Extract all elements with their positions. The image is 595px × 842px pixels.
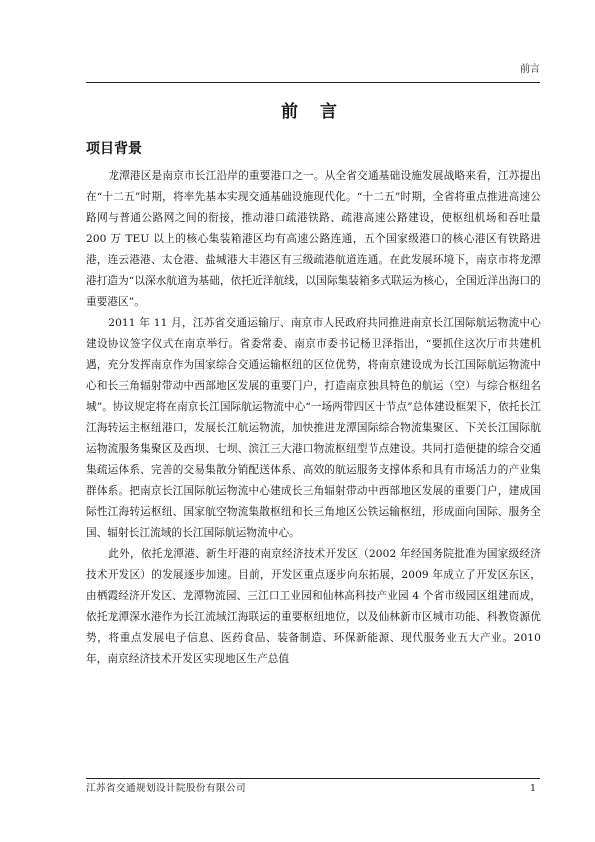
paragraph: 此外，依托龙潭港、新生圩港的南京经济技术开发区（2002 年经国务院批准为国家级经济技术开发区）的发展逐步加速。目前，开发区重点逐步向东拓展，2009 年成立了开发区东区，由栖霞经济开发区、龙潭物流园、三江口工业园和仙林高科技产业园 4 个省市级园区组建而成，依托龙潭深水港作为长江流域江海联运的重要枢纽地位，以及仙林新市区城市功能、科教资源优势，将重点发展电子信息、医药食品、装备制造、环保新能源、现代服务业五大产业。2010 年，南京经济技术开发区实现地区生产总值 (86, 548, 541, 665)
page-number: 1 (529, 783, 536, 794)
paragraph: 2011 年 11 月，江苏省交通运输厅、南京市人民政府共同推进南京长江国际航运物流中心建设协议签字仪式在南京举行。省委常委、南京市委书记杨卫泽指出，“要抓住这次厅市共建机遇，充分发挥南京作为国家综合交通运输枢纽的区位优势，将南京建设成为长江国际航运物流中心和长三角辐射带动中西部地区发展的重要门户，打造南京独具特色的航运（空）与综合枢纽名城”。协议规定将在南京长江国际航运物流中心“一场两带四区十节点”总体建设框架下，依托长江江海转运主枢纽港口，发展长江航运物流，加快推进龙潭国际综合物流集聚区、下关长江国际航运物流服务集聚区及西坝、七坝、滨江三大港口物流枢纽型节点建设。共同打造便捷的综合交通集疏运体系、完善的交易集散分销配送体系、高效的航运服务支撑体系和具有市场活力的产业集群体系。把南京长江国际航运物流中心建成长三角辐射带动中西部地区发展的重要门户，建成国际性江海转运枢纽、国家航空物流集散枢纽和长三角地区公铁运输枢纽，形成面向国际、服务全国、辐射长江流域的长江国际航运物流中心。 (86, 317, 541, 539)
section-heading: 项目背景 (86, 141, 142, 157)
page-footer (86, 778, 540, 794)
paragraph: 龙潭港区是南京市长江沿岸的重要港口之一。从全省交通基础设施发展战略来看，江苏提出在“十二五”时期，将率先基本实现交通基础设施现代化。“十二五”时期，全省将重点推进高速公路网与普通公路网之间的衔接，推动港口疏港铁路、疏港高速公路建设，使枢纽机场和吞吐量 200 万 TEU 以上的核心集装箱港区均有高速公路连通，五个国家级港口的核心港区有铁路进港，连云港港、太仓港、盐城港大丰港区有三级疏港航道连通。在此发展环境下，南京市将龙潭港打造为“以深水航道为基础，依托近洋航线，以国际集装箱多式联运为核心，全国近洋出海口的重要港区”。 (86, 170, 541, 308)
page-title: 前 言 (281, 102, 345, 122)
body-text (86, 166, 541, 670)
running-header-title: 前言 (520, 64, 540, 75)
footer-company: 江苏省交通规划设计院股份有限公司 (86, 783, 247, 794)
running-header (86, 62, 540, 83)
